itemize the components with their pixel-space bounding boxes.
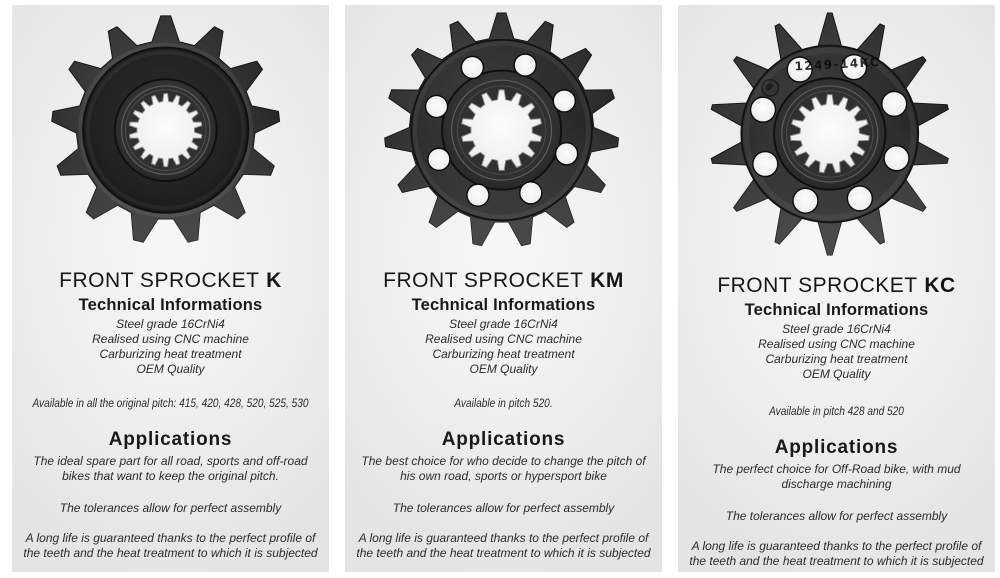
applications-text: The perfect choice for Off-Road bike, with mud discharge machining [712, 462, 961, 491]
sprocket-k-image [12, 5, 329, 261]
card-title-prefix: FRONT SPROCKET [717, 274, 918, 297]
sprocket-card-km [345, 5, 662, 572]
tech-line-oem: OEM Quality [469, 362, 538, 376]
sprocket-km-image [345, 5, 662, 261]
tech-line-heat-treatment: Carburizing heat treatment [432, 347, 575, 361]
tech-line-cnc: Realised using CNC machine [758, 337, 915, 351]
tolerance-text: The tolerances allow for perfect assembly [59, 501, 282, 515]
tech-line-steel-grade: Steel grade 16CrNi4 [782, 322, 891, 336]
tech-lines [345, 317, 662, 377]
applications-heading: Applications [108, 429, 233, 450]
availability-text: Available in pitch 520. [454, 398, 553, 410]
tech-line-oem: OEM Quality [802, 367, 871, 381]
sprocket-card-k [12, 5, 329, 572]
applications-text: The best choice for who decide to change the pitch of his own road, sports or hypersport bike [361, 454, 646, 483]
availability-text: Available in all the original pitch: 415, 420, 428, 520, 525, 530 [32, 398, 309, 410]
long-life-text: A long life is guaranteed thanks to the perfect profile of the teeth and the heat treatment to which it is subjected [356, 531, 651, 560]
sprocket-km-photo [345, 5, 662, 261]
tech-line-steel-grade: Steel grade 16CrNi4 [449, 317, 558, 331]
tech-line-cnc: Realised using CNC machine [92, 332, 249, 346]
availability-text: Available in pitch 428 and 520 [769, 406, 904, 418]
card-title [12, 269, 329, 293]
tech-line-cnc: Realised using CNC machine [425, 332, 582, 346]
tech-line-heat-treatment: Carburizing heat treatment [99, 347, 242, 361]
applications-heading: Applications [441, 429, 566, 450]
sprocket-kc-image [678, 5, 995, 261]
card-title-suffix: KC [924, 274, 956, 297]
long-life-text: A long life is guaranteed thanks to the perfect profile of the teeth and the heat treatment to which it is subjected [23, 531, 318, 560]
tech-line-heat-treatment: Carburizing heat treatment [765, 352, 908, 366]
tech-lines [12, 317, 329, 377]
sprocket-kc-photo [678, 5, 995, 261]
tech-informations-heading: Technical Informations [78, 296, 263, 314]
card-title-prefix: FRONT SPROCKET [59, 269, 260, 292]
tech-informations-heading: Technical Informations [744, 301, 929, 319]
tolerance-text: The tolerances allow for perfect assembly [725, 509, 948, 523]
tolerance-text: The tolerances allow for perfect assembly [392, 501, 615, 515]
tech-lines [678, 322, 995, 382]
applications-text: The ideal spare part for all road, sports and off-road bikes that want to keep the original pitch. [33, 454, 308, 483]
svg-text:1249-14KC: 1249-14KC [794, 55, 881, 74]
tech-informations-heading: Technical Informations [411, 296, 596, 314]
sprocket-card-kc [678, 5, 995, 572]
sprocket-k-photo [12, 5, 329, 261]
card-title [345, 269, 662, 293]
card-title [678, 274, 995, 298]
card-title-suffix: K [266, 269, 282, 292]
long-life-text: A long life is guaranteed thanks to the perfect profile of the teeth and the heat treatment to which it is subjected [689, 539, 984, 568]
tech-line-steel-grade: Steel grade 16CrNi4 [116, 317, 225, 331]
tech-line-oem: OEM Quality [136, 362, 205, 376]
card-title-prefix: FRONT SPROCKET [383, 269, 584, 292]
card-title-suffix: KM [590, 269, 624, 292]
applications-heading: Applications [774, 437, 899, 458]
